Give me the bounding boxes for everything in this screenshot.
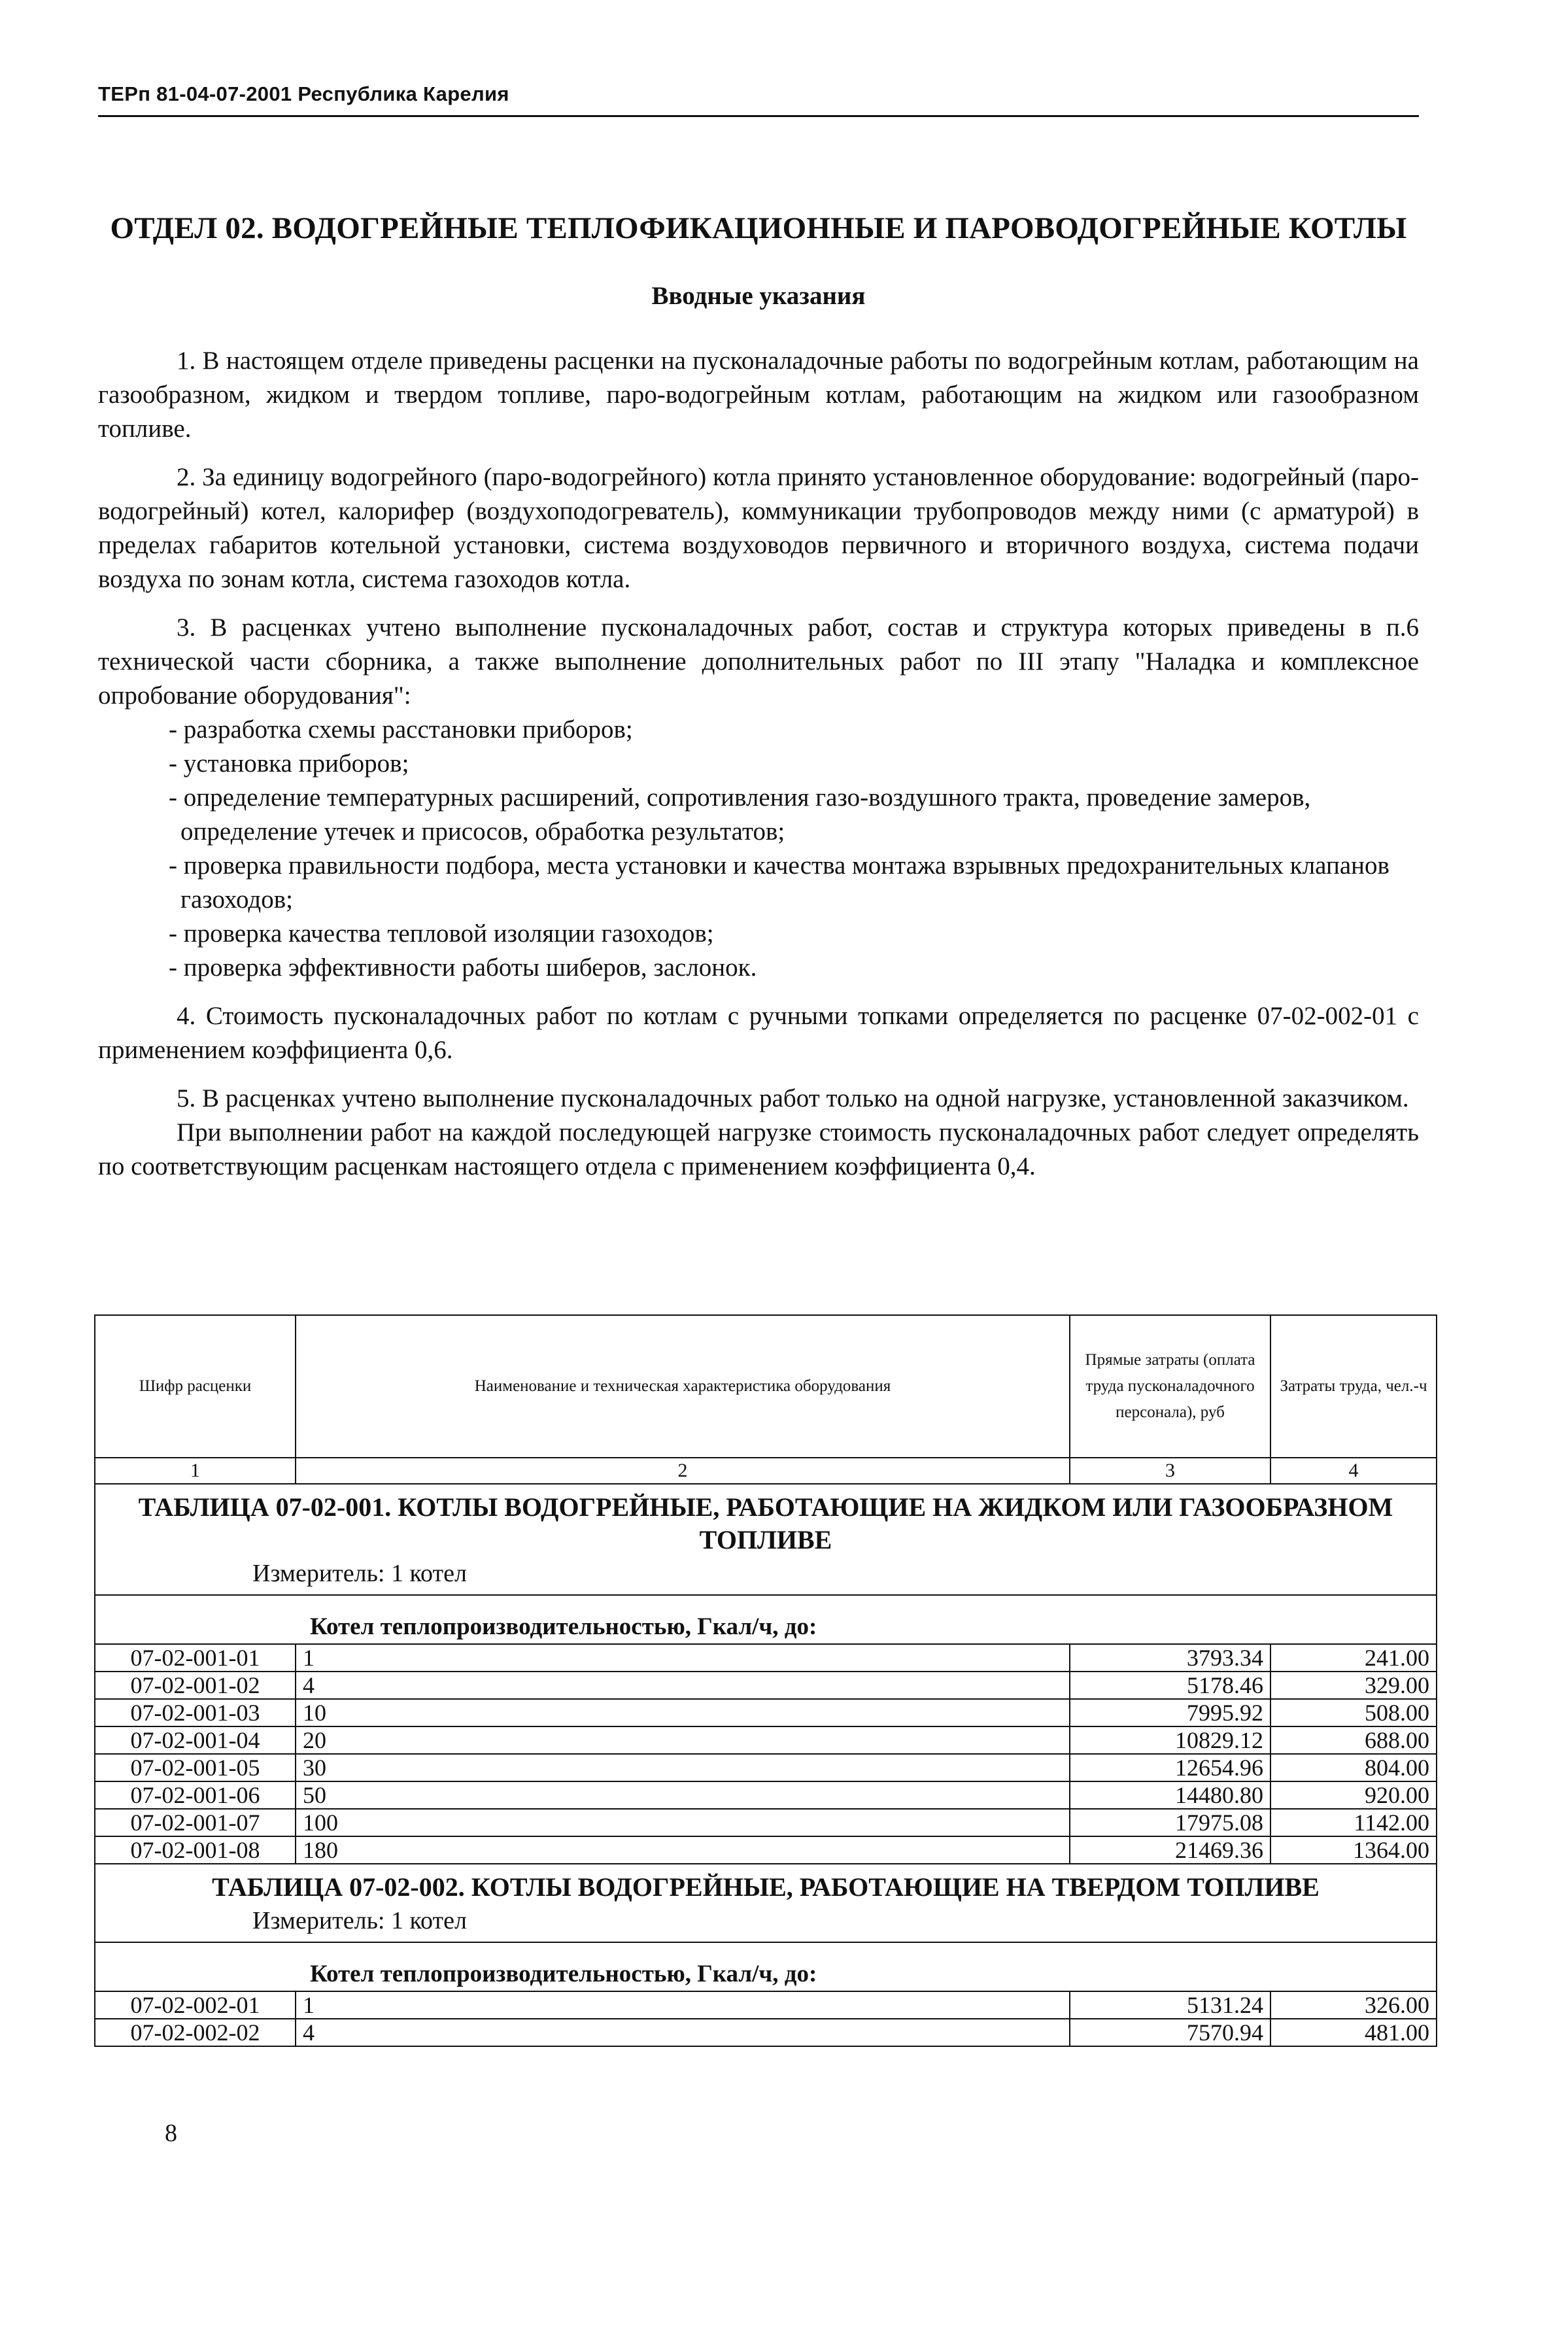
bullet-item: - разработка схемы расстановки приборов; [169,715,633,744]
col-number: 1 [95,1458,296,1484]
cell-name: 100 [296,1809,1070,1836]
bullet-item: - проверка правильности подбора, места установки и качества монтажа взрывных предохранительных клапанов газоходов; [169,851,1389,914]
table-subheader [95,1595,1437,1644]
cell-name: 20 [296,1726,1070,1754]
cell-labor: 329.00 [1270,1672,1437,1699]
cell-labor: 326.00 [1270,1991,1437,2019]
header-name: Наименование и техническая характеристика оборудования [296,1315,1070,1458]
paragraph-2: 2. За единицу водогрейного (паро-водогрейного) котла принято установленное оборудование: водогрейный (паро-водогрейный) котел, калорифер (воздухоподогреватель), коммуникации трубопроводов между ними (с арматурой) в пределах габаритов котельной установки, система воздуховодов первичного и вторичного воздуха, система подачи воздуха по зонам котла, система газоходов котла. [98,463,1419,593]
cell-cost: 5178.46 [1070,1672,1270,1699]
header-labor: Затраты труда, чел.-ч [1270,1315,1437,1458]
cell-labor: 1364.00 [1270,1836,1437,1864]
cell-code: 07-02-001-04 [95,1726,296,1754]
cell-labor: 481.00 [1270,2019,1437,2046]
bullet-list [98,713,1419,985]
cell-labor: 804.00 [1270,1754,1437,1781]
cell-name: 180 [296,1836,1070,1864]
bullet-item: - проверка качества тепловой изоляции газоходов; [169,919,714,948]
col-number: 4 [1270,1458,1437,1484]
table-section-header [95,1864,1437,1942]
cell-cost: 12654.96 [1070,1754,1270,1781]
header-code: Шифр расценки [95,1315,296,1458]
cell-labor: 241.00 [1270,1644,1437,1672]
cell-labor: 920.00 [1270,1781,1437,1809]
paragraph-5: 5. В расценках учтено выполнение пусконаладочных работ только на одной нагрузке, установленной заказчиком. [177,1084,1409,1112]
table-section-title: ТАБЛИЦА 07-02-002. КОТЛЫ ВОДОГРЕЙНЫЕ, РАБОТАЮЩИЕ НА ТВЕРДОМ ТОПЛИВЕ [212,1872,1320,1902]
table-subheader [95,1942,1437,1991]
cell-labor: 508.00 [1270,1699,1437,1726]
rates-table [94,1314,1437,2047]
cell-name: 30 [296,1754,1070,1781]
section-title: ОТДЕЛ 02. ВОДОГРЕЙНЫЕ ТЕПЛОФИКАЦИОННЫЕ И ПАРОВОДОГРЕЙНЫЕ КОТЛЫ [110,211,1407,245]
cell-code: 07-02-001-03 [95,1699,296,1726]
cell-code: 07-02-001-05 [95,1754,296,1781]
cell-code: 07-02-002-02 [95,2019,296,2046]
page-number: 8 [165,2119,177,2147]
table-row [95,1699,1437,1726]
cell-labor: 1142.00 [1270,1809,1437,1836]
cell-cost: 7570.94 [1070,2019,1270,2046]
cell-cost: 3793.34 [1070,1644,1270,1672]
cell-cost: 7995.92 [1070,1699,1270,1726]
bullet-item: - проверка эффективности работы шиберов, заслонок. [169,953,757,982]
table-row [95,1726,1437,1754]
table-section-header [95,1484,1437,1595]
cell-name: 4 [296,2019,1070,2046]
table-row [95,1991,1437,2019]
table-row [95,1644,1437,1672]
table-section-title: ТАБЛИЦА 07-02-001. КОТЛЫ ВОДОГРЕЙНЫЕ, РАБОТАЮЩИЕ НА ЖИДКОМ ИЛИ ГАЗООБРАЗНОМ ТОПЛИВЕ [138,1492,1393,1554]
cell-cost: 21469.36 [1070,1836,1270,1864]
table-row [95,1809,1437,1836]
bullet-item: - определение температурных расширений, сопротивления газо-воздушного тракта, проведение замеров, определение утечек и присосов, обработка результатов; [169,783,1311,846]
table-row [95,2019,1437,2046]
paragraph-6: При выполнении работ на каждой последующей нагрузке стоимость пусконаладочных работ следует определять по соответствующим расценкам настоящего отдела с применением коэффициента 0,4. [98,1118,1419,1180]
cell-cost: 17975.08 [1070,1809,1270,1836]
cell-name: 50 [296,1781,1070,1809]
subheader-text: Котел теплопроизводительностью, Гкал/ч, до: [310,1961,817,1987]
cell-cost: 10829.12 [1070,1726,1270,1754]
cell-code: 07-02-001-01 [95,1644,296,1672]
cell-name: 10 [296,1699,1070,1726]
col-number: 3 [1070,1458,1270,1484]
cell-name: 4 [296,1672,1070,1699]
column-number-row [95,1458,1437,1484]
header-rule [98,115,1419,117]
paragraph-1: 1. В настоящем отделе приведены расценки на пусконаладочные работы по водогрейным котлам, работающим на газообразном, жидком и твердом топливе, паро-водогрейным котлам, работающим на жидком или газообразном топливе. [98,347,1419,443]
section-subtitle: Вводные указания [651,282,866,310]
cell-labor: 688.00 [1270,1726,1437,1754]
table-section-measure: Измеритель: 1 котел [252,1907,467,1934]
cell-code: 07-02-001-07 [95,1809,296,1836]
paragraph-3: 3. В расценках учтено выполнение пусконаладочных работ, состав и структура которых приведены в п.6 технической части сборника, а также выполнение дополнительных работ по III этапу "Наладка и комплексное опробование оборудования": [98,613,1419,710]
subheader-text: Котел теплопроизводительностью, Гкал/ч, до: [310,1613,817,1640]
cell-code: 07-02-001-06 [95,1781,296,1809]
table-header-row [95,1315,1437,1458]
table-row [95,1672,1437,1699]
col-number: 2 [296,1458,1070,1484]
table-row [95,1836,1437,1864]
cell-code: 07-02-002-01 [95,1991,296,2019]
running-header [98,82,1419,117]
table-row [95,1754,1437,1781]
table-row [95,1781,1437,1809]
header-text: ТЕРп 81-04-07-2001 Республика Карелия [98,82,509,105]
cell-name: 1 [296,1991,1070,2019]
cell-cost: 14480.80 [1070,1781,1270,1809]
bullet-item: - установка приборов; [169,749,409,778]
header-cost: Прямые затраты (оплата труда пусконаладочного персонала), руб [1070,1315,1270,1458]
table-section-measure: Измеритель: 1 котел [252,1560,467,1587]
cell-code: 07-02-001-02 [95,1672,296,1699]
cell-code: 07-02-001-08 [95,1836,296,1864]
cell-name: 1 [296,1644,1070,1672]
cell-cost: 5131.24 [1070,1991,1270,2019]
intro-text [98,344,1419,1198]
paragraph-4: 4. Стоимость пусконаладочных работ по котлам с ручными топками определяется по расценке 07-02-002-01 с применением коэффициента 0,6. [98,1002,1419,1064]
